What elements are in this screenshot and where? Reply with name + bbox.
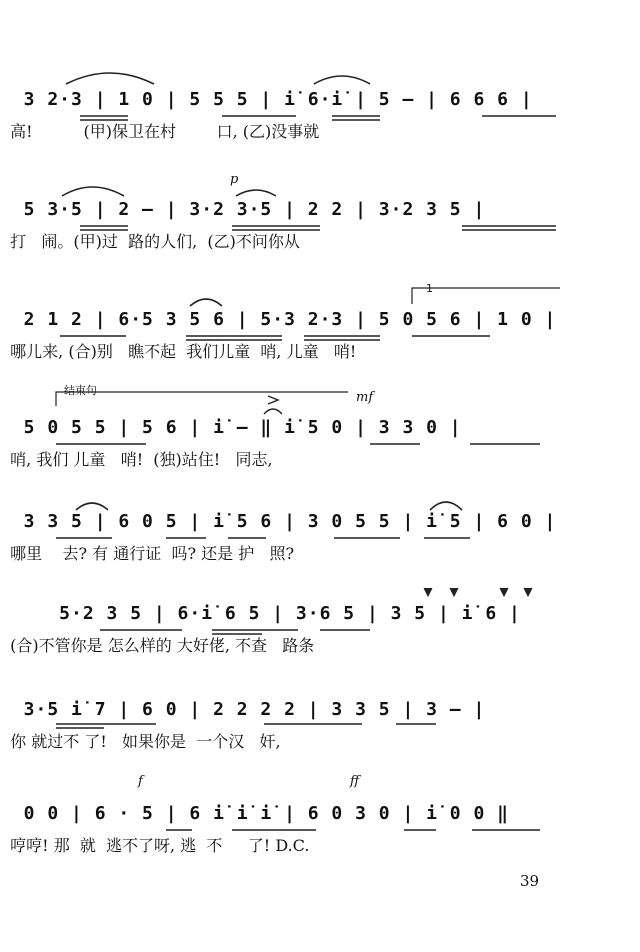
ending-marker: 结束句 bbox=[64, 384, 97, 397]
lyric-line-4: 哨, 我们 儿童 哨! (独)站住! 同志, bbox=[0, 450, 273, 469]
ending-bracket bbox=[56, 392, 348, 406]
accent-icon bbox=[268, 396, 278, 404]
volta-marker: 1 bbox=[426, 282, 433, 295]
dynamic-mf: mf bbox=[356, 390, 374, 405]
slur-icon bbox=[430, 502, 462, 510]
slur-icon bbox=[236, 190, 276, 196]
lyric-line-1: 高! (甲)保卫在村 口, (乙)没事就 bbox=[0, 122, 320, 141]
volta-bracket bbox=[412, 288, 560, 304]
notation-line-8: 0 0 | 6 · 5 | 6 i̇ i̇ i̇ | 6 0 3 0 | i̇ 0 0 ‖ bbox=[0, 803, 509, 824]
slur-icon bbox=[76, 503, 108, 510]
slur-icon bbox=[314, 76, 370, 84]
lyric-line-5: 哪里 去? 有 通行证 吗? 还是 护 照? bbox=[0, 544, 295, 563]
notation-line-4: 5 0 5 5 | 5 6 | i̇ – ‖ i̇ 5 0 | 3 3 0 | bbox=[0, 417, 462, 438]
staccato-icon bbox=[424, 588, 432, 596]
slur-icon bbox=[62, 187, 124, 196]
lyric-line-6: (合)不管你是 怎么样的 大好佬, 不查 路条 bbox=[0, 636, 315, 655]
lyric-line-2: 打 闹。(甲)过 路的人们, (乙)不问你从 bbox=[0, 232, 300, 251]
page-number: 39 bbox=[520, 872, 540, 890]
lyric-line-3: 哪儿来, (合)别 瞧不起 我们儿童 哨, 儿童 哨! bbox=[0, 342, 357, 361]
slur-icon bbox=[190, 299, 222, 306]
dynamic-f: f bbox=[138, 774, 143, 789]
fermata-icon bbox=[264, 409, 282, 414]
lyric-line-8: 哼哼! 那 就 逃不了呀, 逃 不 了! D.C. bbox=[0, 836, 310, 855]
notation-line-5: 3 3 5 | 6 0 5 | i̇ 5 6 | 3 0 5 5 | i̇ 5 | 6 0 | bbox=[0, 511, 557, 532]
dynamic-p: p bbox=[230, 172, 239, 187]
notation-line-7: 3·5 i̇ 7 | 6 0 | 2 2 2 2 | 3 3 5 | 3 – | bbox=[0, 699, 486, 720]
slur-icon bbox=[66, 73, 154, 84]
staccato-icon bbox=[524, 588, 532, 596]
notation-line-6: 5·2 3 5 | 6·i̇ 6 5 | 3·6 5 | 3 5 | i̇ 6 | bbox=[0, 603, 521, 624]
dynamic-ff: ff bbox=[350, 774, 360, 789]
notation-line-3: 2 1 2 | 6·5 3 5 6 | 5·3 2·3 | 5 0 5 6 | 1 0 | bbox=[0, 309, 557, 330]
lyric-line-7: 你 就过不 了! 如果你是 一个汉 奸, bbox=[0, 732, 281, 751]
staccato-icon bbox=[500, 588, 508, 596]
staccato-icon bbox=[450, 588, 458, 596]
notation-line-2: 5 3·5 | 2 – | 3·2 3·5 | 2 2 | 3·2 3 5 | bbox=[0, 199, 486, 220]
notation-line-1: 3 2·3 | 1 0 | 5 5 5 | i̇ 6·i̇ | 5 – | 6 6 6 | bbox=[0, 89, 533, 110]
